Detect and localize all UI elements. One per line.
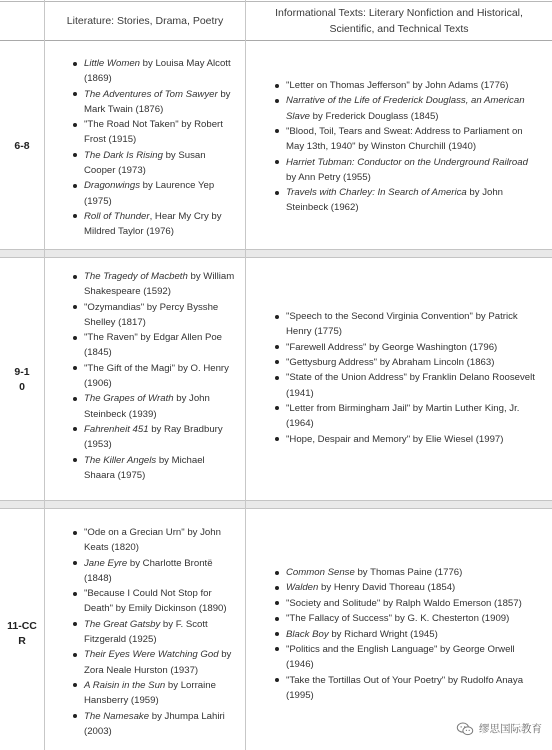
work-author-year: by Laurence Yep (1975) xyxy=(84,180,215,207)
work-author-year: , Hear My Cry by Mildred Taylor (1976) xyxy=(84,210,222,238)
list-item xyxy=(274,124,540,154)
work-author-year: by G. K. Chesterton (1909) xyxy=(392,613,510,625)
list-item xyxy=(72,556,237,586)
work-title: "Letter from Birmingham Jail" xyxy=(286,402,411,414)
work-title: "Ozymandias" xyxy=(84,301,145,313)
table-top-border xyxy=(0,1,552,2)
work-author-year: by Edgar Allen Poe (1845) xyxy=(84,332,223,359)
work-author-year: by Percy Bysshe Shelley (1817) xyxy=(84,301,219,328)
informational-list xyxy=(274,78,540,216)
work-author-year: by Martin Luther King, Jr. (1964) xyxy=(286,402,520,430)
work-title: Jane Eyre xyxy=(84,557,128,569)
work-title: Their Eyes Were Watching God xyxy=(84,649,219,661)
work-title: Walden xyxy=(286,582,319,594)
informational-list xyxy=(274,309,540,447)
list-item xyxy=(72,709,237,739)
work-title: "The Road Not Taken" xyxy=(84,119,179,131)
list-item xyxy=(72,87,237,117)
list-item xyxy=(274,370,540,400)
list-item xyxy=(72,117,237,147)
literature-list xyxy=(72,525,237,739)
work-author-year: by John Steinbeck (1962) xyxy=(286,187,504,214)
list-item xyxy=(274,642,540,672)
list-item xyxy=(72,361,237,391)
list-item xyxy=(72,617,237,647)
work-author-year: by Ray Bradbury (1953) xyxy=(84,423,223,451)
work-title: "The Fallacy of Success" xyxy=(286,613,392,625)
list-item xyxy=(72,330,237,360)
work-author-year: by George Washington (1796) xyxy=(366,341,498,353)
work-author-year: by F. Scott Fitzgerald (1925) xyxy=(84,618,208,645)
grade-label xyxy=(2,619,42,649)
work-author-year: by John Keats (1820) xyxy=(84,527,221,554)
work-author-year: by William Shakespeare (1592) xyxy=(84,271,235,298)
list-item xyxy=(72,586,237,616)
list-item xyxy=(72,422,237,452)
work-title: "Hope, Despair and Memory" xyxy=(286,433,411,445)
work-author-year: by Rudolfo Anaya (1995) xyxy=(286,674,524,701)
work-author-year: by Patrick Henry (1775) xyxy=(286,311,518,338)
work-author-year: by O. Henry (1906) xyxy=(84,362,229,389)
list-item xyxy=(274,309,540,339)
work-author-year: by Emily Dickinson (1890) xyxy=(113,603,227,615)
work-title: Common Sense xyxy=(286,567,355,578)
list-item xyxy=(274,355,540,370)
list-item xyxy=(274,611,540,626)
work-title: The Tragedy of Macbeth xyxy=(84,271,188,282)
work-title: Fahrenheit 451 xyxy=(84,423,149,435)
work-author-year: by George Orwell (1946) xyxy=(286,643,515,671)
list-item xyxy=(72,453,237,483)
list-item xyxy=(72,148,237,178)
work-title: The Killer Angels xyxy=(84,454,157,466)
work-title: "Ode on a Grecian Urn" xyxy=(84,527,185,538)
list-item xyxy=(274,673,540,703)
work-author-year: by Thomas Paine (1776) xyxy=(354,567,463,578)
literature-list xyxy=(72,269,237,483)
row-separator xyxy=(0,249,552,258)
grade-label-text: 11-CCR xyxy=(7,620,37,647)
work-author-year: by Frederick Douglass (1845) xyxy=(310,110,439,122)
work-author-year: by Richard Wright (1945) xyxy=(328,628,438,640)
list-item xyxy=(274,596,540,611)
work-author-year: by John Adams (1776) xyxy=(409,80,509,91)
work-author-year: by Michael Shaara (1975) xyxy=(84,454,205,481)
list-item xyxy=(72,391,237,421)
list-item xyxy=(72,678,237,708)
work-author-year: by Winston Churchill (1940) xyxy=(355,141,477,153)
list-item xyxy=(274,627,540,642)
work-title: "Letter on Thomas Jefferson" xyxy=(286,80,410,91)
watermark xyxy=(456,721,542,736)
work-title: Dragonwings xyxy=(84,180,140,192)
list-item xyxy=(72,56,237,86)
grade-label: 6-8 xyxy=(14,140,30,152)
row-separator xyxy=(0,500,552,509)
list-item xyxy=(72,647,237,677)
work-author-year: by Mark Twain (1876) xyxy=(84,88,231,115)
work-title: "State of the Union Address" xyxy=(286,372,407,384)
list-item xyxy=(72,269,237,299)
column-divider xyxy=(44,0,45,750)
work-author-year: by Louisa May Alcott (1869) xyxy=(84,58,231,85)
work-author-year: by Ann Petry (1955) xyxy=(286,171,371,183)
column-divider xyxy=(245,0,246,750)
work-title: "The Gift of the Magi" xyxy=(84,362,176,374)
list-item xyxy=(72,178,237,208)
work-title: The Namesake xyxy=(84,710,150,722)
work-title: "Speech to the Second Virginia Convention" xyxy=(286,311,473,322)
list-item xyxy=(274,401,540,431)
work-title: Little Women xyxy=(84,58,140,69)
work-title: A Raisin in the Sun xyxy=(84,679,166,691)
work-author-year: by Susan Cooper (1973) xyxy=(84,149,206,176)
work-title: "Because I Could Not Stop for Death" xyxy=(84,588,212,615)
work-title: The Grapes of Wrath xyxy=(84,393,174,405)
list-item xyxy=(274,340,540,355)
list-item xyxy=(274,155,540,185)
work-author-year: by Franklin Delano Roosevelt (1941) xyxy=(286,372,535,399)
list-item xyxy=(274,580,540,595)
list-item xyxy=(274,78,540,93)
watermark-text: 缪思国际教育 xyxy=(479,723,542,735)
work-title: The Dark Is Rising xyxy=(84,149,163,161)
work-title: The Great Gatsby xyxy=(84,618,161,630)
literature-list xyxy=(72,56,237,240)
work-author-year: by Elie Wiesel (1997) xyxy=(410,433,504,445)
work-title: Roll of Thunder xyxy=(84,210,150,222)
work-title: "Take the Tortillas Out of Your Poetry" xyxy=(286,674,446,686)
work-author-year: by John Steinbeck (1939) xyxy=(84,393,210,420)
work-title: "Blood, Toil, Tears and Sweat: Address to Parliament on May 13th, 1940" xyxy=(286,125,523,153)
work-title: "Farewell Address" xyxy=(286,341,367,353)
list-item xyxy=(274,185,540,215)
work-title: "Politics and the English Language" xyxy=(286,643,438,655)
work-title: Travels with Charley: In Search of America xyxy=(286,187,467,199)
work-title: Harriet Tubman: Conductor on the Underground Railroad xyxy=(286,156,528,168)
work-title: Black Boy xyxy=(286,628,329,640)
work-title: "The Raven" xyxy=(84,332,138,344)
work-title: The Adventures of Tom Sawyer xyxy=(84,88,218,100)
informational-list xyxy=(274,565,540,703)
work-author-year: by Jhumpa Lahiri (2003) xyxy=(84,710,225,737)
wechat-icon xyxy=(456,722,474,736)
header-bottom-border xyxy=(0,40,552,41)
grade-label-text: 9-10 xyxy=(14,366,30,393)
work-title: Narrative of the Life of Frederick Douglass, an American Slave xyxy=(286,95,525,122)
grade-label xyxy=(2,365,42,395)
work-author-year: by Ralph Waldo Emerson (1857) xyxy=(380,597,522,609)
list-item xyxy=(274,565,540,580)
list-item xyxy=(274,93,540,123)
column-header-literature: Literature: Stories, Drama, Poetry xyxy=(66,15,224,27)
work-title: "Society and Solitude" xyxy=(286,597,381,609)
list-item xyxy=(274,432,540,447)
work-author-year: by Charlotte Brontë (1848) xyxy=(84,557,213,584)
work-author-year: by Lorraine Hansberry (1959) xyxy=(84,679,216,707)
column-header-informational: Informational Texts: Literary Nonfiction and Historical, Scientific, and Technical Texts xyxy=(275,7,523,35)
work-author-year: by Henry David Thoreau (1854) xyxy=(318,582,456,594)
list-item xyxy=(72,300,237,330)
work-title: "Gettysburg Address" xyxy=(286,356,378,368)
work-author-year: by Zora Neale Hurston (1937) xyxy=(84,649,232,676)
work-author-year: by Abraham Lincoln (1863) xyxy=(377,356,495,368)
list-item xyxy=(72,209,237,239)
list-item xyxy=(72,525,237,555)
work-author-year: by Robert Frost (1915) xyxy=(84,119,223,146)
